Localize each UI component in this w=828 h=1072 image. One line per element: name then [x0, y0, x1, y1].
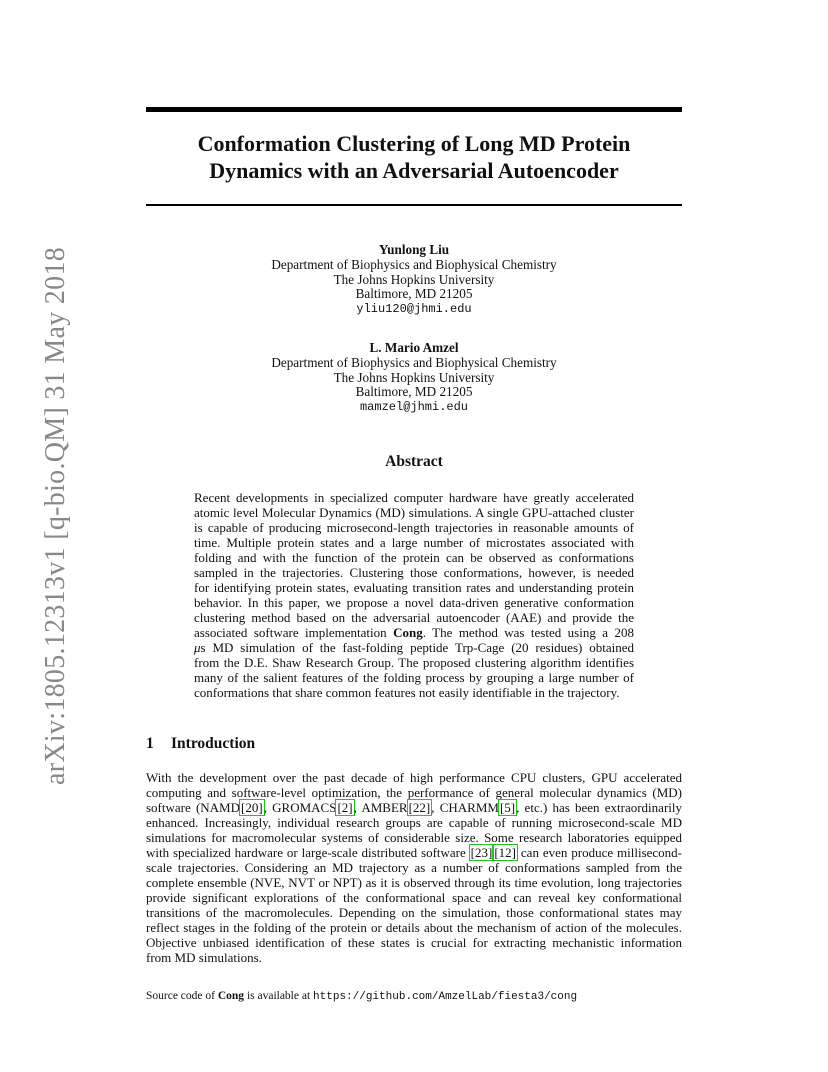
introduction-body	[146, 770, 682, 965]
body-text: , GROMACS	[263, 800, 337, 815]
title-bottom-rule	[146, 204, 682, 206]
mu-symbol: μ	[194, 640, 201, 655]
author-block-1	[146, 243, 682, 317]
footnote-text: is available at	[244, 990, 314, 1002]
body-text: software (NAMD	[146, 800, 241, 815]
body-line: reflect stages in the folding of the protein or details about the mechanism of action of the molecules.	[146, 920, 682, 935]
abstract-line: Recent developments in specialized computer hardware have greatly accelerated	[194, 490, 634, 505]
body-line: provide significant explorations of the conformational space and can reveal key conformational	[146, 890, 682, 905]
body-line: from MD simulations.	[146, 950, 262, 965]
citation-link[interactable]: [20]	[241, 800, 263, 815]
abstract-line: folding and with the function of the protein can be observed as conformations	[194, 550, 634, 565]
software-name: Cong	[217, 990, 245, 1002]
paper-title	[146, 130, 682, 184]
abstract-line: is capable of producing microsecond-length trajectories in reasonable amounts of	[194, 520, 634, 535]
author-email: yliu120@jhmi.edu	[356, 302, 472, 317]
section-number: 1	[146, 735, 154, 752]
body-line	[146, 845, 682, 860]
abstract-line: sampled in the trajectories. Clustering those conformations, however, is needed	[194, 565, 634, 580]
body-text: with specialized hardware or large-scale distributed software	[146, 845, 470, 860]
body-line: simulations for macromolecular systems of considerable size. Some research laboratories equipped	[146, 830, 682, 845]
abstract-line: many of the salient features of the folding process by grouping a large number of	[194, 670, 634, 685]
abstract-heading: Abstract	[385, 453, 443, 470]
body-line: With the development over the past decade of high performance CPU clusters, GPU accelerated	[146, 770, 682, 785]
author-city: Baltimore, MD 21205	[355, 384, 473, 400]
abstract-line: time. Multiple protein states and a large number of microstates associated with	[194, 535, 634, 550]
author-university: The Johns Hopkins University	[333, 369, 495, 385]
title-line-1: Conformation Clustering of Long MD Protein	[197, 131, 631, 156]
body-line: enhanced. Increasingly, individual research groups are capable of running microsecond-scale MD	[146, 815, 682, 830]
author-department: Department of Biophysics and Biophysical Chemistry	[271, 354, 557, 370]
abstract-body	[194, 490, 634, 700]
author-university: The Johns Hopkins University	[333, 271, 495, 287]
title-line-2: Dynamics with an Adversarial Autoencoder	[209, 158, 619, 183]
citation-link[interactable]: [22]	[408, 800, 431, 815]
software-name: Cong	[393, 625, 423, 640]
body-text: , CHARMM	[431, 800, 499, 815]
citation-link[interactable]: [23]	[470, 845, 493, 860]
section-title: Introduction	[171, 735, 256, 752]
abstract-line: clustering method based on the adversarial autoencoder (AAE) and provide the	[194, 610, 634, 625]
author-city: Baltimore, MD 21205	[355, 286, 473, 302]
abstract-text: associated software implementation	[194, 625, 394, 640]
abstract-text: . The method was tested using a 208	[422, 625, 634, 640]
author-name: L. Mario Amzel	[369, 340, 459, 355]
citation-link[interactable]: [2]	[337, 800, 353, 815]
body-line: complete ensemble (NVE, NVT or NPT) as it is observed through its time evolution, long trajectories	[146, 875, 682, 890]
abstract-line: atomic level Molecular Dynamics (MD) simulations. A single GPU-attached cluster	[194, 505, 634, 520]
body-line	[146, 800, 682, 815]
body-text: can even produce millisecond-	[517, 845, 682, 860]
body-text: , AMBER	[353, 800, 408, 815]
body-line: Objective unbiased identification of these states is crucial for extracting mechanistic information	[146, 935, 682, 950]
title-top-rule	[146, 107, 682, 112]
abstract-text: s MD simulation of the fast-folding peptide Trp-Cage (20 residues) obtained	[200, 640, 634, 655]
abstract-line: behavior. In this paper, we propose a novel data-driven generative conformation	[194, 595, 634, 610]
citation-link[interactable]: [12]	[494, 845, 517, 860]
author-name: Yunlong Liu	[378, 242, 450, 257]
author-block-2	[146, 341, 682, 415]
body-line: computing and software-level optimization, the performance of general molecular dynamics (MD)	[146, 785, 682, 800]
section-heading-introduction	[146, 735, 255, 753]
body-line: transitions of the macromolecules. Depending on the simulation, those conformational states may	[146, 905, 682, 920]
abstract-line	[194, 640, 634, 655]
abstract-line: for identifying protein states, evaluating transition rates and understanding protein	[194, 580, 634, 595]
citation-link[interactable]: [5]	[499, 800, 516, 815]
author-department: Department of Biophysics and Biophysical Chemistry	[271, 256, 557, 272]
footnote	[146, 990, 577, 1003]
source-code-url[interactable]: https://github.com/AmzelLab/fiesta3/cong	[313, 991, 578, 1003]
footnote-text: Source code of	[146, 990, 218, 1002]
body-text: , etc.) has been extraordinarily	[516, 800, 682, 815]
body-line: scale trajectories. Considering an MD trajectory as a number of conformations sampled from the	[146, 860, 682, 875]
abstract-line	[194, 625, 634, 640]
arxiv-stamp: arXiv:1805.12313v1 [q-bio.QM] 31 May 2018	[40, 246, 71, 786]
author-email: mamzel@jhmi.edu	[359, 400, 469, 415]
abstract-line: from the D.E. Shaw Research Group. The proposed clustering algorithm identifies	[194, 655, 634, 670]
abstract-line: conformations that share common features not easily identifiable in the trajectory.	[194, 685, 620, 700]
